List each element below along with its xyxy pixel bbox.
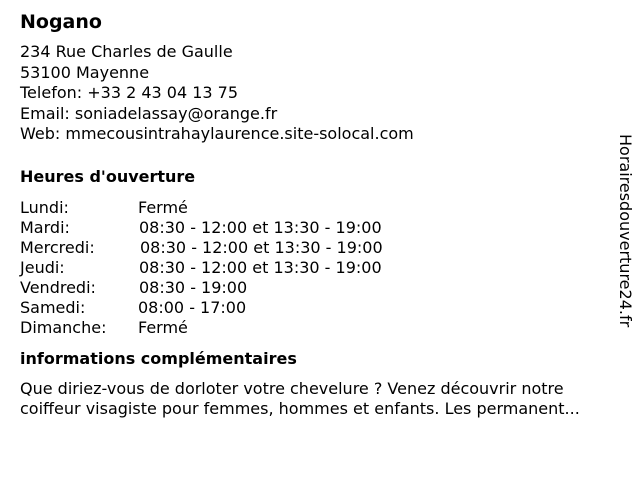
hours-day-value: 08:30 - 12:00 et 13:30 - 19:00 [139, 257, 382, 277]
hours-day-label: Lundi: [20, 197, 69, 217]
additional-info-heading: informations complémentaires [20, 348, 297, 368]
info-text-line: coiffeur visagiste pour femmes, hommes et enfants. Les permanent... [20, 398, 580, 418]
opening-hours-table [20, 198, 620, 338]
hours-day-value: 08:00 - 17:00 [138, 297, 247, 317]
hours-row-vendredi [20, 278, 620, 298]
opening-hours-heading: Heures d'ouverture [20, 166, 196, 186]
hours-row-mardi [20, 218, 620, 238]
hours-day-value: 08:30 - 12:00 et 13:30 - 19:00 [140, 237, 383, 257]
hours-day-value: Fermé [138, 197, 188, 217]
hours-day-value: Fermé [138, 317, 188, 337]
hours-day-value: 08:30 - 12:00 et 13:30 - 19:00 [139, 217, 382, 237]
street-address: 234 Rue Charles de Gaulle [20, 42, 233, 61]
hours-row-jeudi [20, 258, 620, 278]
phone-number: Telefon: +33 2 43 04 13 75 [20, 83, 239, 102]
hours-day-label: Jeudi: [20, 257, 65, 277]
hours-row-mercredi [20, 238, 620, 258]
hours-day-label: Samedi: [20, 297, 86, 317]
site-watermark [611, 134, 639, 348]
business-name: Nogano [20, 11, 102, 33]
hours-day-label: Vendredi: [20, 277, 96, 297]
additional-info-text [20, 379, 632, 419]
hours-day-label: Mardi: [20, 217, 70, 237]
contact-block [20, 42, 620, 145]
watermark-text: Horairesdouverture24.fr [616, 134, 635, 328]
city-postal: 53100 Mayenne [20, 62, 150, 82]
hours-day-value: 08:30 - 19:00 [139, 277, 248, 297]
hours-row-samedi [20, 298, 620, 318]
hours-day-label: Dimanche: [20, 317, 107, 337]
info-text-line: Que diriez-vous de dorloter votre chevelure ? Venez découvrir notre [20, 378, 564, 398]
business-card [20, 10, 620, 419]
hours-row-lundi [20, 198, 620, 218]
hours-day-label: Mercredi: [20, 237, 95, 257]
website: Web: mmecousintrahaylaurence.site-solocal.com [20, 124, 414, 143]
email-address: Email: soniadelassay@orange.fr [20, 103, 278, 123]
hours-row-dimanche [20, 318, 620, 338]
